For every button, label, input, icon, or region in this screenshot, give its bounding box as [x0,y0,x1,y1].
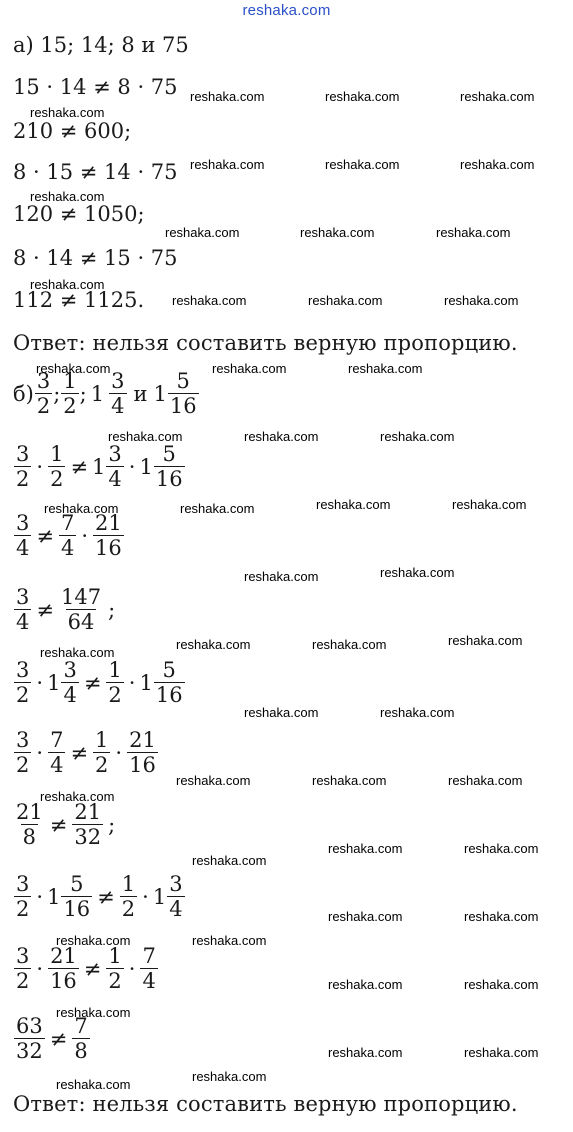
part-b-header: б) $\frac{3}{2}$ ; $\frac{1}{2}$ ; 1 $\frac{3}{4}$ и 1 $\frac{5}{16}$ [13,369,197,418]
watermark: reshaka.com [108,429,183,444]
watermark: reshaka.com [308,293,383,308]
watermark: reshaka.com [190,89,265,104]
part-b-line-1: $\frac{3}{2}$ · $\frac{1}{2}$ ≠ 1 $\frac{3}{4}$ · 1 $\frac{5}{16}$ [16,442,183,491]
watermark: reshaka.com [328,909,403,924]
watermark: reshaka.com [312,773,387,788]
watermark: reshaka.com [348,361,423,376]
watermark: reshaka.com [30,105,105,120]
watermark: reshaka.com [40,645,115,660]
part-a-line-4: 120 ≠ 1050; [13,202,145,226]
fraction: $\frac{3}{2}$ [36,369,51,418]
watermark: reshaka.com [436,225,511,240]
watermark: reshaka.com [40,789,115,804]
watermark: reshaka.com [448,633,523,648]
part-b-line-7: $\frac{3}{2}$ · 1 $\frac{5}{16}$ ≠ $\frac{1}{2}$ · 1 $\frac{3}{4}$ [16,872,183,921]
watermark: reshaka.com [176,773,251,788]
watermark: reshaka.com [380,705,455,720]
watermark: reshaka.com [56,1005,131,1020]
watermark: reshaka.com [36,361,111,376]
watermark: reshaka.com [212,361,287,376]
watermark: reshaka.com [464,909,539,924]
watermark: reshaka.com [328,841,403,856]
watermark: reshaka.com [300,225,375,240]
watermark: reshaka.com [56,933,131,948]
watermark: reshaka.com [192,1069,267,1084]
part-b-line-5: $\frac{3}{2}$ · $\frac{7}{4}$ ≠ $\frac{1}{2}$ · $\frac{21}{16}$ [16,728,156,777]
watermark: reshaka.com [464,841,539,856]
watermark: reshaka.com [180,501,255,516]
part-b-line-8: $\frac{3}{2}$ · $\frac{21}{16}$ ≠ $\frac{1}{2}$ · $\frac{7}{4}$ [16,944,156,993]
part-b-line-2: $\frac{3}{4}$ ≠ $\frac{7}{4}$ · $\frac{21}{16}$ [16,511,122,560]
watermark: reshaka.com [172,293,247,308]
watermark: reshaka.com [30,189,105,204]
separator: ; [53,381,61,406]
fraction: $\frac{3}{4}$ [111,369,125,418]
part-a-line-5: 8 · 14 ≠ 15 · 75 [13,246,178,270]
watermark: reshaka.com [325,157,400,172]
fraction: $\frac{5}{16}$ [169,369,197,418]
watermark: reshaka.com [464,1045,539,1060]
watermark: reshaka.com [244,429,319,444]
watermark: reshaka.com [56,1077,131,1092]
part-a-header: а) 15; 14; 8 и 75 [13,33,189,57]
part-a-line-3: 8 · 15 ≠ 14 · 75 [13,160,178,184]
watermark: reshaka.com [464,977,539,992]
watermark: reshaka.com [165,225,240,240]
watermark: reshaka.com [380,565,455,580]
watermark: reshaka.com [380,429,455,444]
watermark: reshaka.com [30,277,105,292]
part-b-line-3: $\frac{3}{4}$ ≠ $\frac{147}{64}$ ; [16,585,116,634]
watermark: reshaka.com [44,501,119,516]
watermark: reshaka.com [176,637,251,652]
watermark: reshaka.com [448,773,523,788]
watermark: reshaka.com [192,853,267,868]
watermark: reshaka.com [460,89,535,104]
fraction: $\frac{1}{2}$ [63,369,77,418]
watermark: reshaka.com [190,157,265,172]
watermark: reshaka.com [244,705,319,720]
watermark: reshaka.com [312,637,387,652]
part-a-line-2: 210 ≠ 600; [13,119,132,143]
watermark: reshaka.com [444,293,519,308]
part-b-line-9: $\frac{63}{32}$ ≠ $\frac{7}{8}$ [16,1014,88,1063]
part-b-label: б) [13,381,34,406]
part-b-line-4: $\frac{3}{2}$ · 1 $\frac{3}{4}$ ≠ $\frac{1}{2}$ · 1 $\frac{5}{16}$ [16,658,183,707]
watermark: reshaka.com [328,977,403,992]
part-b-line-6: $\frac{21}{8}$ ≠ $\frac{21}{32}$ ; [16,800,116,849]
part-a-line-1: 15 · 14 ≠ 8 · 75 [13,75,178,99]
watermark: reshaka.com [328,1045,403,1060]
watermark: reshaka.com [192,933,267,948]
watermark: reshaka.com [244,569,319,584]
watermark: reshaka.com [452,497,527,512]
site-header[interactable]: reshaka.com [242,2,331,19]
part-a-answer: Ответ: нельзя составить верную пропорцию. [13,331,518,355]
watermark: reshaka.com [316,497,391,512]
watermark: reshaka.com [460,157,535,172]
separator: ; [79,381,87,406]
part-b-answer: Ответ: нельзя составить верную пропорцию. [13,1092,518,1116]
watermark: reshaka.com [325,89,400,104]
part-a-line-6: 112 ≠ 1125. [13,288,145,312]
